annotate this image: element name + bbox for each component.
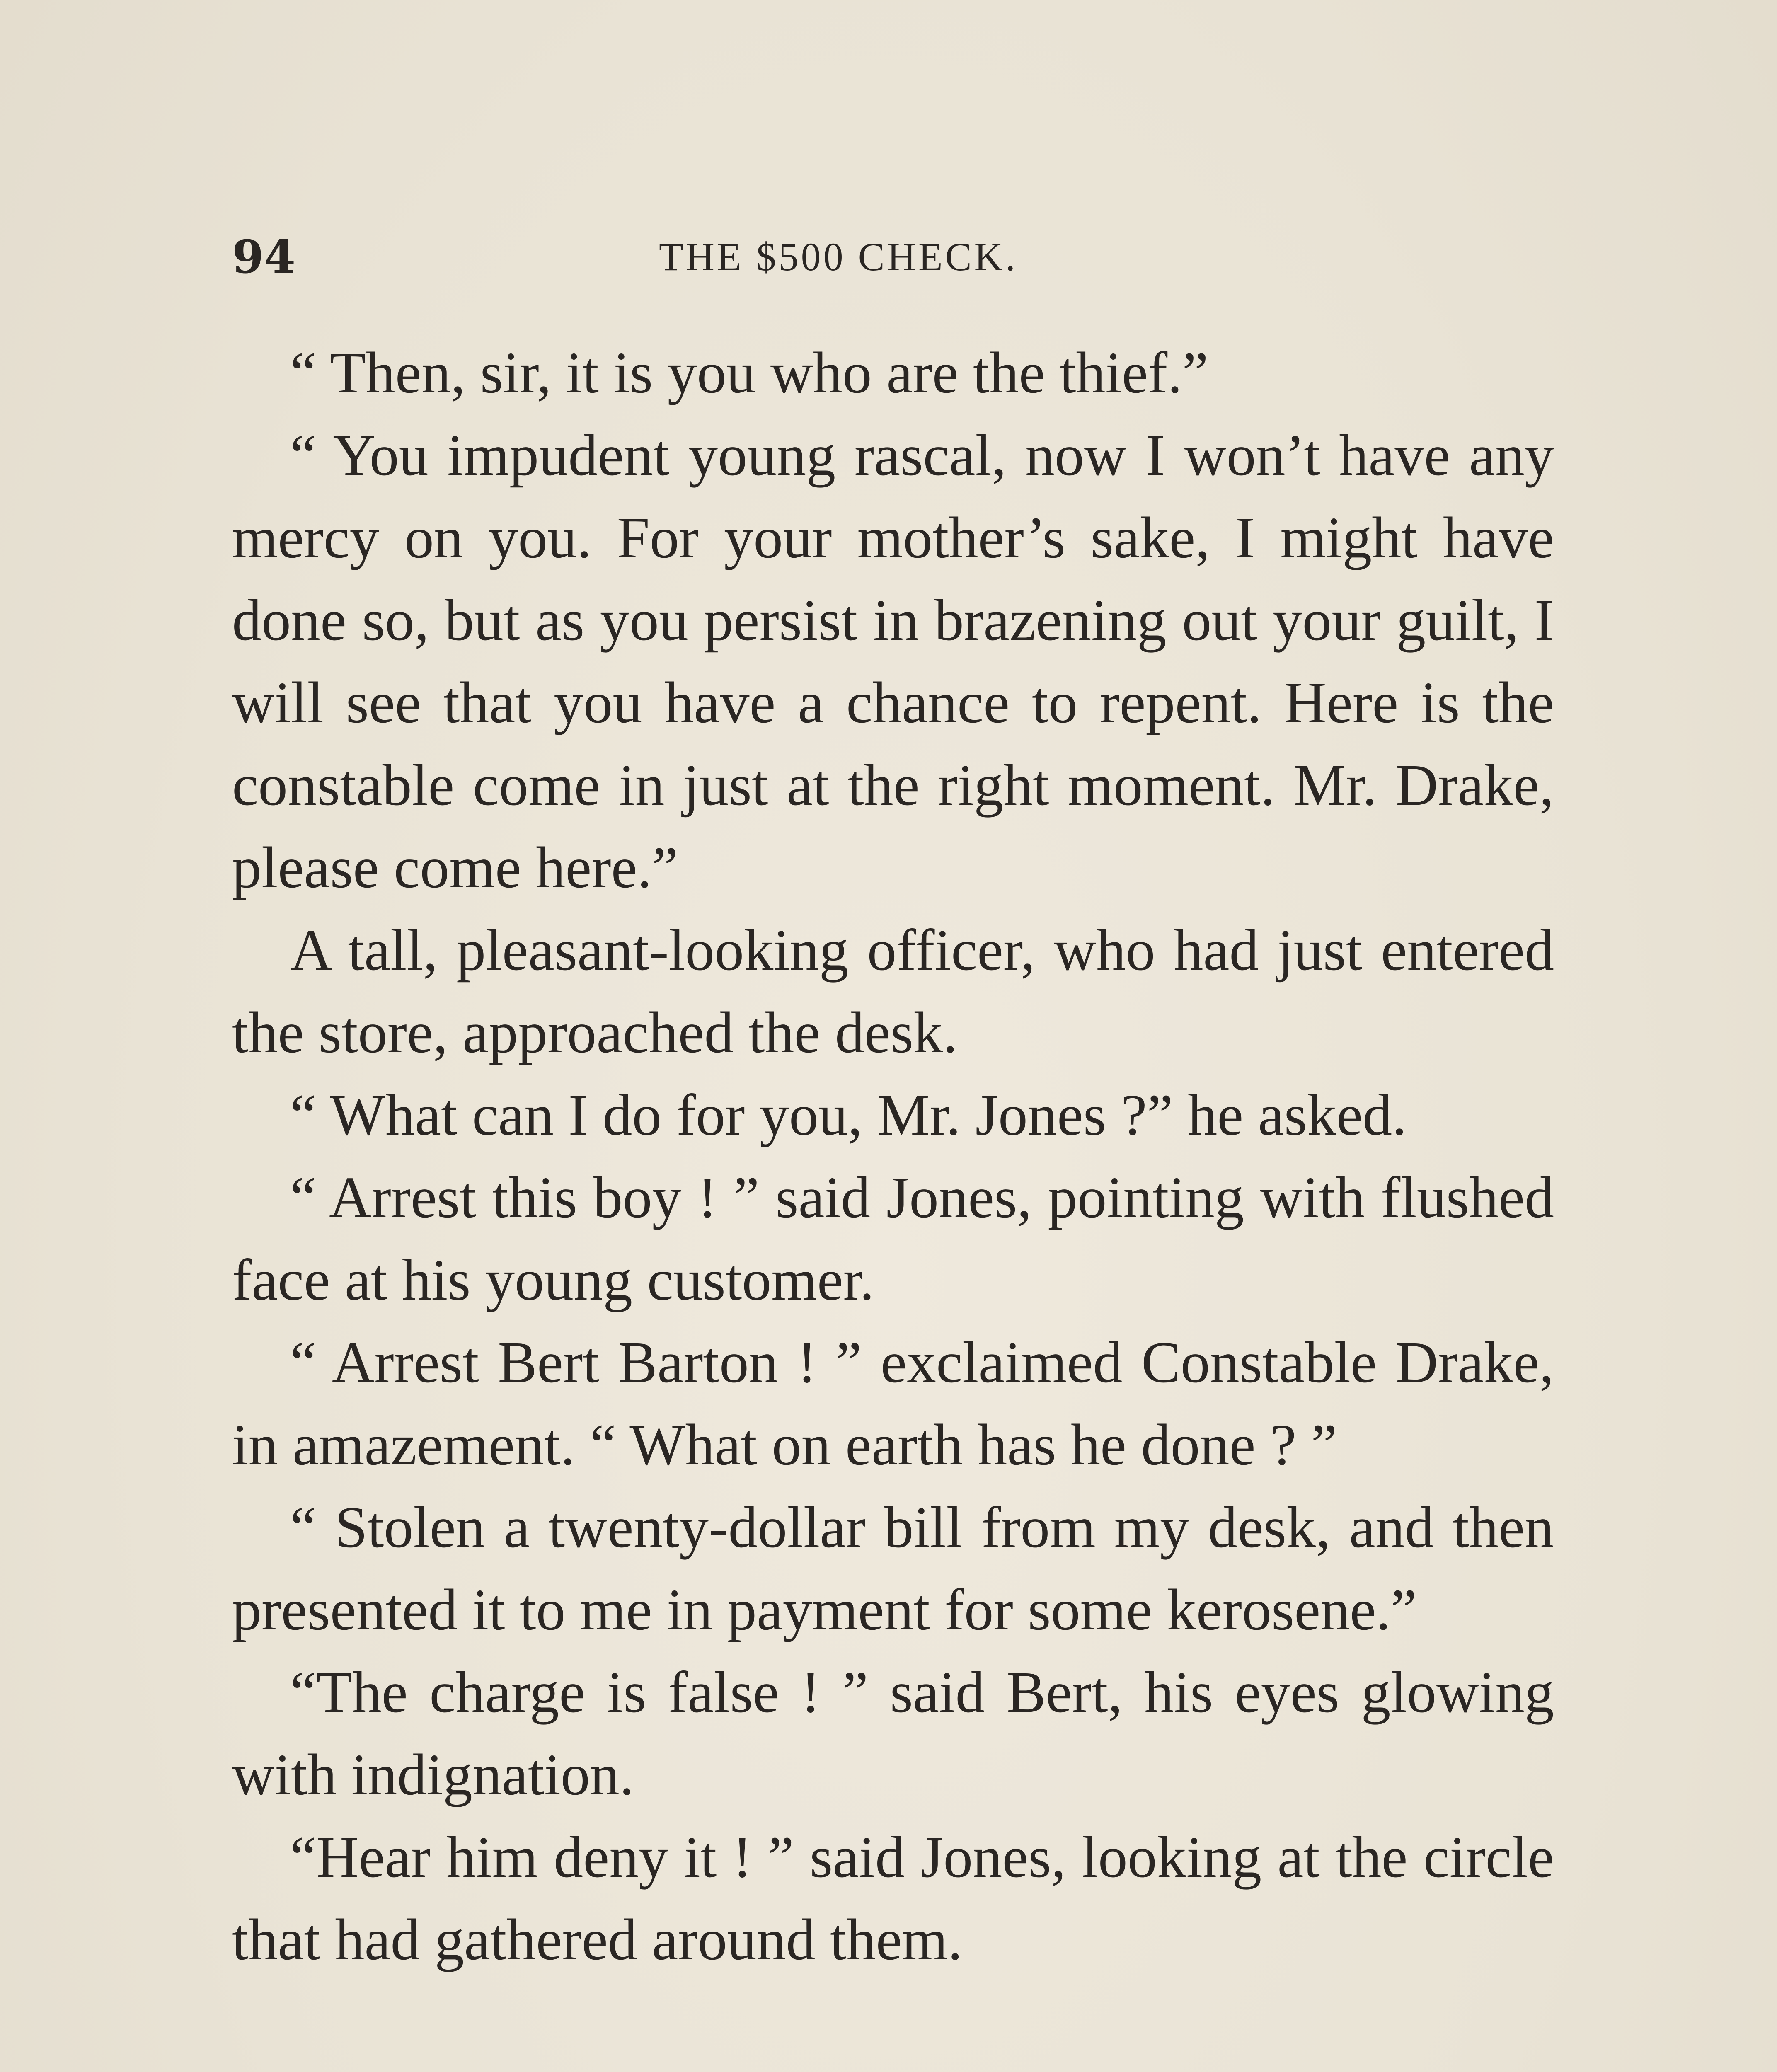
paragraph: “ What can I do for you, Mr. Jones ?” he asked. [290,1082,1407,1147]
paragraph: “ Then, sir, it is you who are the thief.” [290,340,1208,405]
paragraph: “ Arrest Bert Barton ! ” exclaimed Constable Drake, in amazement. “ What on earth has he done ? ” [232,1329,1554,1477]
paragraph: “ Stolen a twenty-dollar bill from my desk, and then presented it to me in payment for some kerosene.” [232,1494,1554,1642]
paragraph: “Hear him deny it ! ” said Jones, looking at the circle that had gathered around them. [232,1824,1554,1972]
page-header [232,224,1554,290]
body-text [232,332,1554,1981]
paragraph: “ You impudent young rascal, now I won’t have any mercy on you. For your mother’s sake, I might have done so, but as you persist in brazening out your guilt, I will see that you have a chance to repent. Here is the constable come in just at the right moment. Mr. Drake, please come here.” [232,422,1554,900]
page-number: 94 [232,230,296,283]
paragraph: “ Arrest this boy ! ” said Jones, pointing with flushed face at his young customer. [232,1164,1554,1312]
paragraph: A tall, pleasant-looking officer, who had just entered the store, approached the desk. [232,917,1554,1065]
running-title: THE $500 CHECK. [659,235,1018,279]
paragraph: “The charge is false ! ” said Bert, his eyes glowing with indignation. [232,1659,1554,1807]
